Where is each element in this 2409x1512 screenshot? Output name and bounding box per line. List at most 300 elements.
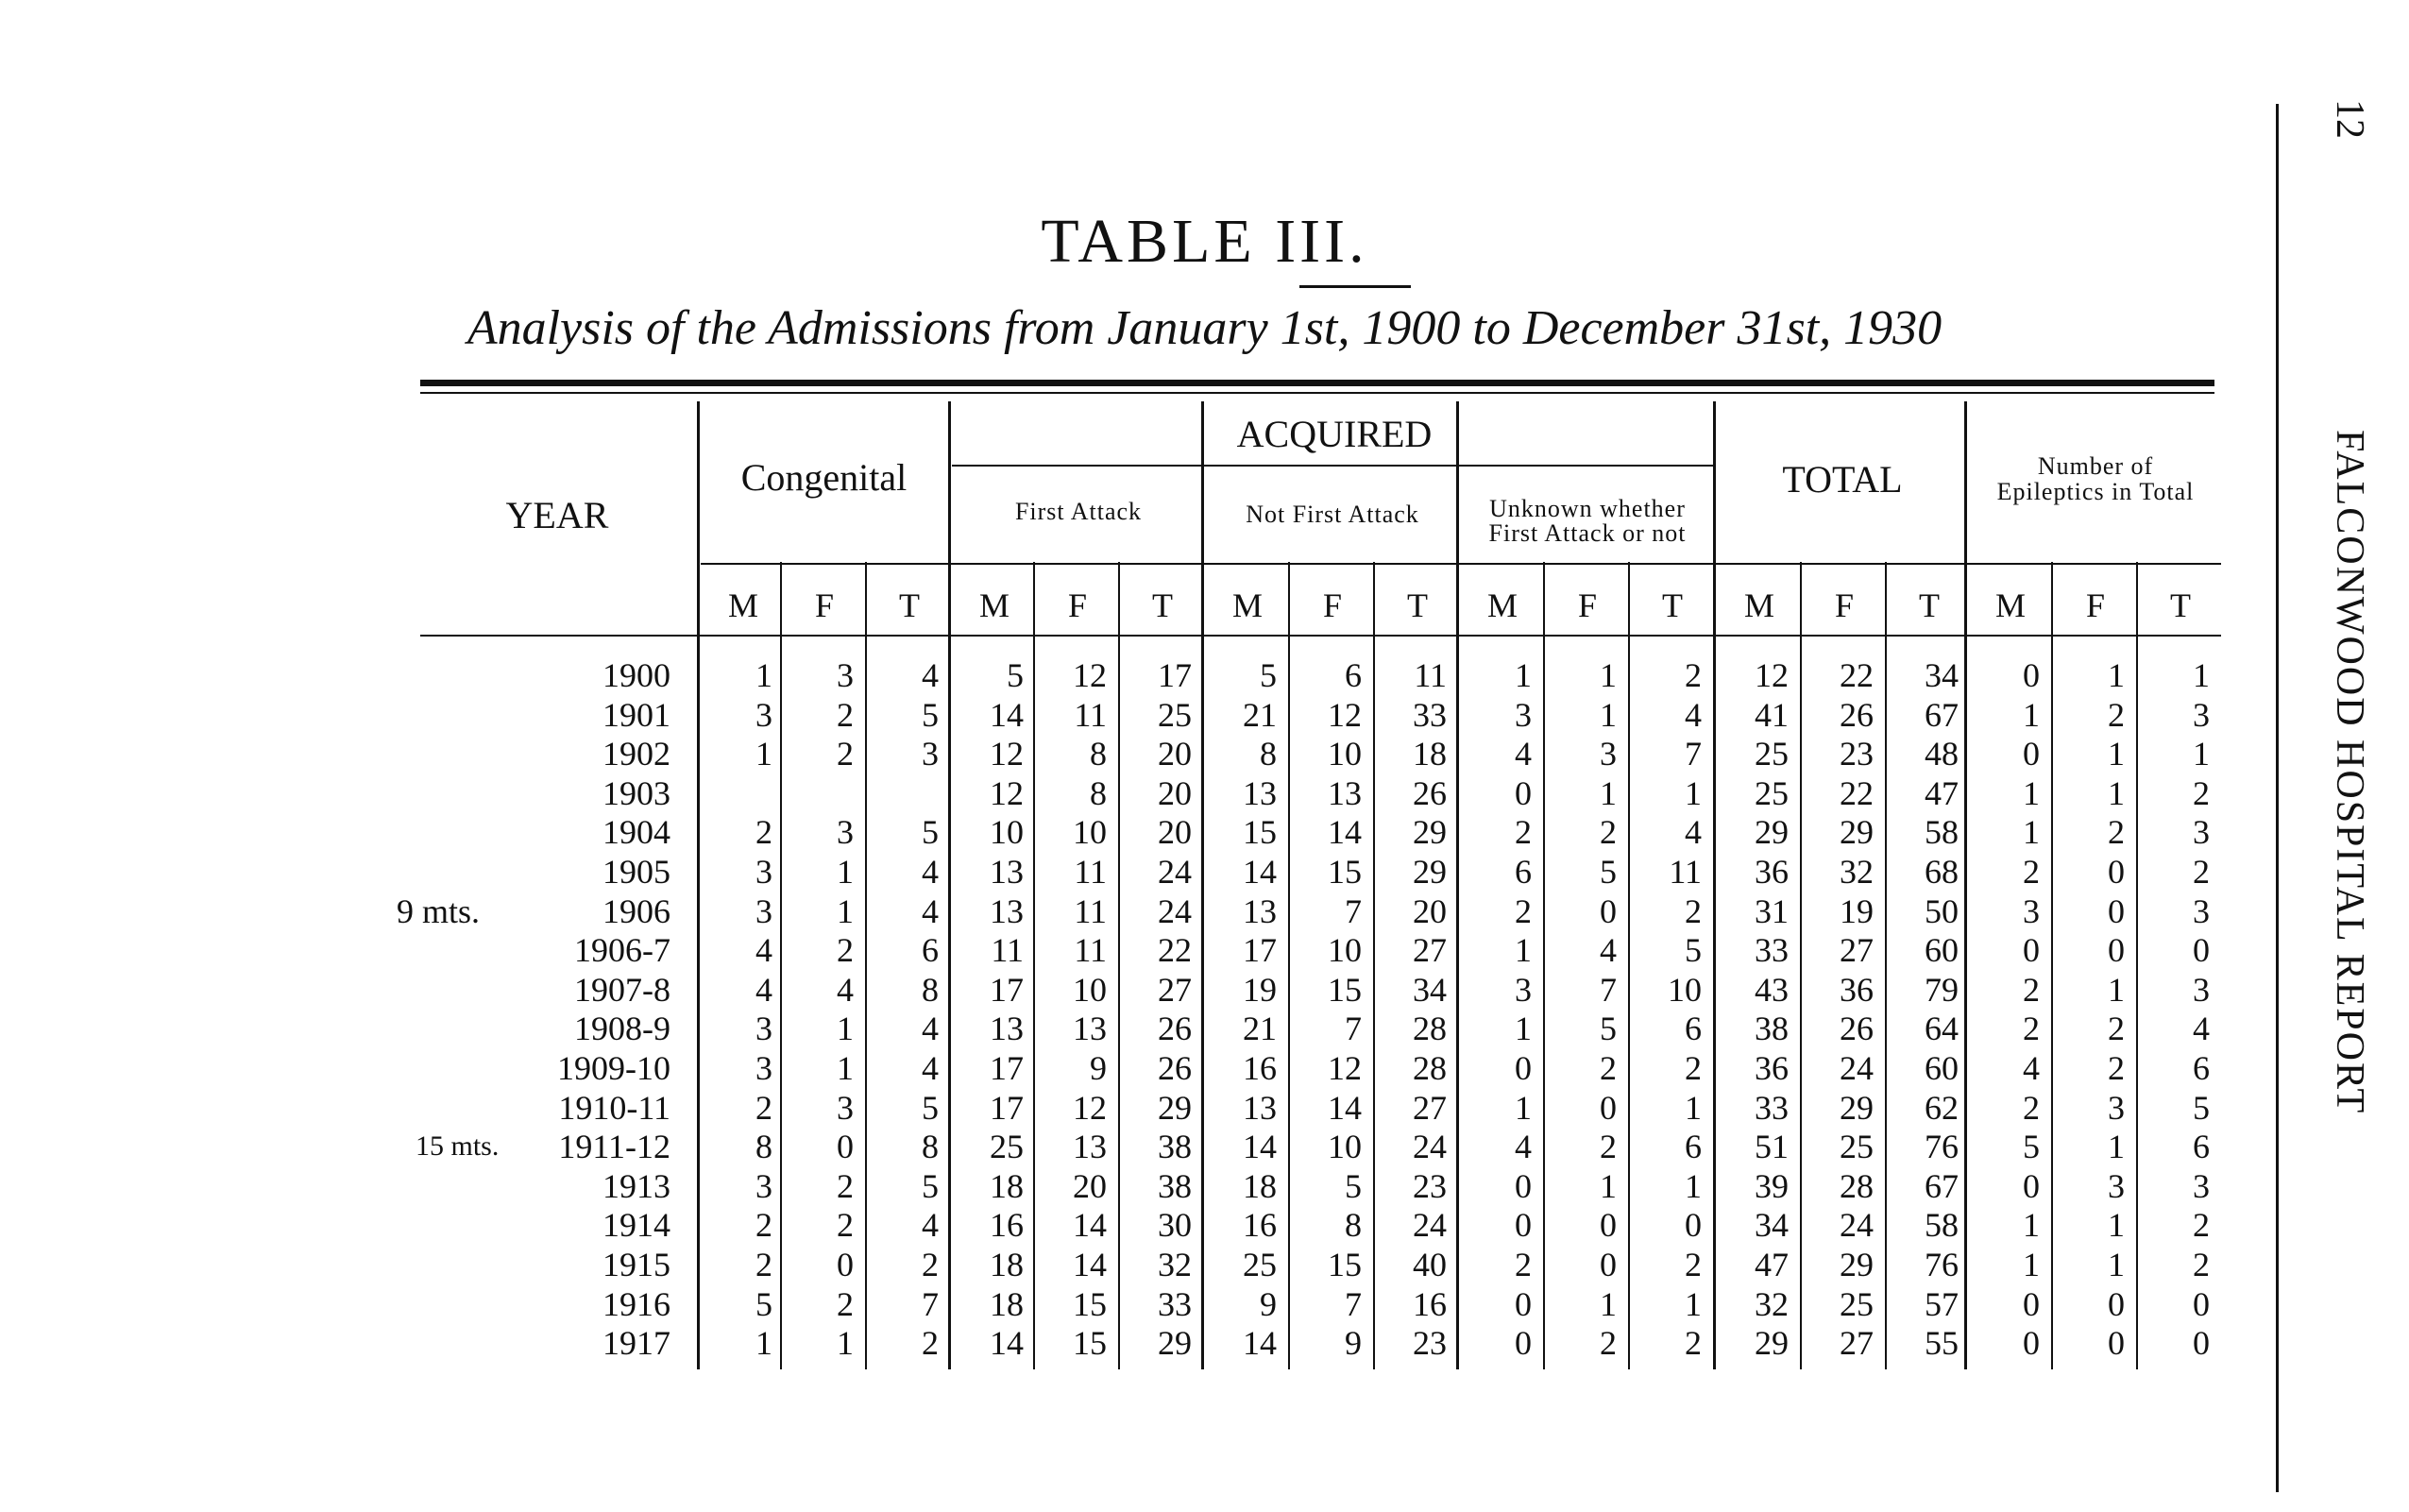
table-cell: 1 — [2108, 1128, 2125, 1165]
table-cell: 27 — [1413, 1089, 1447, 1127]
table-cell: 4 — [922, 853, 939, 891]
table-cell: 8 — [922, 1128, 939, 1165]
table-cell: 0 — [2023, 656, 2040, 694]
year-header: YEAR — [505, 494, 609, 536]
table-cell: 29 — [1413, 853, 1447, 891]
table-cell: 8 — [1090, 774, 1107, 812]
table-cell: 16 — [1243, 1206, 1277, 1244]
table-cell: 14 — [1073, 1206, 1107, 1244]
table-cell: 8 — [755, 1128, 772, 1165]
table-cell: 0 — [2108, 1285, 2125, 1323]
table-cell: 6 — [1345, 656, 1362, 694]
table-cell: 1 — [1515, 1089, 1532, 1127]
table-cell: 21 — [1243, 1010, 1277, 1047]
table-cell: 0 — [1600, 1246, 1617, 1283]
table-cell: 18 — [990, 1167, 1024, 1205]
table-cell: 2 — [755, 1246, 772, 1283]
table-cell: 1 — [2108, 1246, 2125, 1283]
table-cell: 4 — [1515, 1128, 1532, 1165]
table-cell: 1 — [2108, 774, 2125, 812]
table-cell: 0 — [2193, 1324, 2210, 1362]
table-cell: 18 — [990, 1246, 1024, 1283]
column-group-rule — [948, 401, 951, 1369]
table-cell: 0 — [2193, 931, 2210, 969]
header-bottom-rule — [420, 635, 704, 637]
table-cell: 7 — [1345, 1285, 1362, 1323]
table-cell: 5 — [2023, 1128, 2040, 1165]
table-cell: 32 — [1158, 1246, 1192, 1283]
year-cell: 1914 — [602, 1206, 670, 1244]
table-cell: 76 — [1925, 1128, 1959, 1165]
column-rule — [780, 562, 782, 1369]
table-cell: 29 — [1840, 813, 1874, 851]
column-rule — [1543, 562, 1545, 1369]
table-cell: 22 — [1840, 656, 1874, 694]
table-cell: 25 — [1755, 774, 1789, 812]
table-cell: 4 — [922, 1206, 939, 1244]
table-cell: 2 — [1685, 656, 1702, 694]
table-cell: 1 — [2108, 971, 2125, 1009]
total-header: TOTAL — [1782, 458, 1903, 501]
table-cell: 14 — [990, 696, 1024, 734]
table-cell: 6 — [922, 931, 939, 969]
table-cell: 2 — [1600, 1128, 1617, 1165]
table-cell: 24 — [1158, 892, 1192, 930]
column-rule — [1885, 562, 1887, 1369]
congenital-header: Congenital — [740, 456, 908, 499]
year-cell: 1900 — [602, 656, 670, 694]
subheader-cell: F — [1577, 586, 1598, 624]
table-cell: 15 — [1328, 853, 1362, 891]
table-cell: 2 — [1685, 1246, 1702, 1283]
year-cell: 1911-12 — [558, 1128, 670, 1165]
table-cell: 11 — [1074, 931, 1107, 969]
table-cell: 15 — [1243, 813, 1277, 851]
table-cell: 1 — [1515, 931, 1532, 969]
column-group-rule — [1456, 401, 1459, 1369]
table-cell: 18 — [1413, 735, 1447, 773]
table-cell: 4 — [755, 931, 772, 969]
table-cell: 4 — [1685, 813, 1702, 851]
table-cell: 11 — [991, 931, 1024, 969]
table-cell: 24 — [1840, 1206, 1874, 1244]
column-rule — [2051, 562, 2053, 1369]
table-cell: 13 — [1243, 1089, 1277, 1127]
column-rule — [1033, 562, 1035, 1369]
column-rule — [1288, 562, 1290, 1369]
table-cell: 1 — [837, 1010, 854, 1047]
not-first-attack-header: Not First Attack — [1246, 501, 1419, 528]
table-cell: 60 — [1925, 931, 1959, 969]
table-cell: 3 — [837, 1089, 854, 1127]
table-cell: 47 — [1925, 774, 1959, 812]
table-cell: 4 — [922, 892, 939, 930]
table-cell: 13 — [1328, 774, 1362, 812]
table-cell: 2 — [837, 1206, 854, 1244]
table-cell: 38 — [1755, 1010, 1789, 1047]
table-cell: 28 — [1413, 1049, 1447, 1087]
table-cell: 0 — [2108, 853, 2125, 891]
table-cell: 17 — [990, 1089, 1024, 1127]
table-cell: 14 — [990, 1324, 1024, 1362]
table-cell: 3 — [755, 853, 772, 891]
table-cell: 38 — [1158, 1128, 1192, 1165]
table-cell: 67 — [1925, 1167, 1959, 1205]
table-cell: 1 — [2193, 735, 2210, 773]
table-cell: 64 — [1925, 1010, 1959, 1047]
table-cell: 0 — [2023, 1285, 2040, 1323]
table-cell: 33 — [1158, 1285, 1192, 1323]
table-cell: 4 — [922, 656, 939, 694]
table-cell: 0 — [1515, 1285, 1532, 1323]
table-cell: 2 — [1685, 892, 1702, 930]
table-cell: 1 — [2023, 813, 2040, 851]
table-cell: 3 — [2193, 892, 2210, 930]
subheader-cell: M — [727, 586, 758, 624]
table-cell: 25 — [1243, 1246, 1277, 1283]
table-cell: 2 — [2023, 1010, 2040, 1047]
table-cell: 26 — [1840, 696, 1874, 734]
table-cell: 15 — [1328, 971, 1362, 1009]
table-cell: 2 — [922, 1324, 939, 1362]
table-cell: 24 — [1158, 853, 1192, 891]
table-cell: 4 — [922, 1049, 939, 1087]
epileptics-header-line1: Number of — [2037, 452, 2154, 480]
table-cell: 2 — [837, 735, 854, 773]
subheader-cell: T — [2170, 586, 2191, 624]
table-cell: 12 — [1755, 656, 1789, 694]
table-cell: 62 — [1925, 1089, 1959, 1127]
table-cell: 27 — [1413, 931, 1447, 969]
table-cell: 23 — [1413, 1324, 1447, 1362]
table-cell: 1 — [1600, 774, 1617, 812]
table-cell: 2 — [2193, 1246, 2210, 1283]
table-cell: 16 — [1243, 1049, 1277, 1087]
table-cell: 2 — [837, 696, 854, 734]
table-cell: 8 — [1090, 735, 1107, 773]
table-cell: 21 — [1243, 696, 1277, 734]
table-cell: 22 — [1158, 931, 1192, 969]
table-cell: 3 — [2108, 1167, 2125, 1205]
year-cell: 1905 — [602, 853, 670, 891]
page-number: 12 — [2328, 99, 2371, 139]
table-cell: 5 — [1345, 1167, 1362, 1205]
year-cell: 1916 — [602, 1285, 670, 1323]
table-cell: 9 — [1260, 1285, 1277, 1323]
table-cell: 0 — [2023, 735, 2040, 773]
table-title: TABLE III. — [1041, 207, 1368, 276]
table-cell: 1 — [1600, 696, 1617, 734]
table-cell: 13 — [1073, 1128, 1107, 1165]
column-rule — [1118, 562, 1120, 1369]
table-cell: 3 — [2023, 892, 2040, 930]
table-cell: 3 — [922, 735, 939, 773]
table-cell: 4 — [2023, 1049, 2040, 1087]
table-cell: 2 — [2193, 774, 2210, 812]
table-cell: 43 — [1755, 971, 1789, 1009]
table-cell: 1 — [2023, 1246, 2040, 1283]
table-cell: 2 — [837, 931, 854, 969]
table-cell: 2 — [755, 813, 772, 851]
table-cell: 3 — [755, 1167, 772, 1205]
table-cell: 1 — [755, 735, 772, 773]
subheader-cell: M — [1743, 586, 1774, 624]
table-cell: 1 — [837, 1049, 854, 1087]
year-cell: 1903 — [602, 774, 670, 812]
table-cell: 0 — [837, 1128, 854, 1165]
table-cell: 5 — [1685, 931, 1702, 969]
table-cell: 2 — [2023, 853, 2040, 891]
table-cell: 26 — [1158, 1010, 1192, 1047]
table-cell: 5 — [922, 696, 939, 734]
acquired-header: ACQUIRED — [1236, 413, 1433, 455]
subheader-cell: T — [1919, 586, 1940, 624]
subheader-cell: T — [1407, 586, 1428, 624]
table-cell: 38 — [1158, 1167, 1192, 1205]
column-group-rule — [1713, 401, 1716, 1369]
table-cell: 3 — [2108, 1089, 2125, 1127]
table-cell: 27 — [1840, 1324, 1874, 1362]
table-cell: 2 — [837, 1285, 854, 1323]
table-cell: 3 — [1515, 971, 1532, 1009]
unknown-header-line1: Unknown whether — [1489, 495, 1686, 522]
table-cell: 12 — [1073, 1089, 1107, 1127]
year-cell: 1901 — [602, 696, 670, 734]
table-cell: 19 — [1243, 971, 1277, 1009]
table-cell: 13 — [1243, 892, 1277, 930]
table-cell: 3 — [2193, 971, 2210, 1009]
table-cell: 12 — [1328, 696, 1362, 734]
column-rule — [865, 562, 867, 1369]
table-cell: 3 — [1515, 696, 1532, 734]
table-cell: 18 — [990, 1285, 1024, 1323]
table-cell: 2 — [2193, 853, 2210, 891]
table-cell: 0 — [1515, 1324, 1532, 1362]
table-cell: 30 — [1158, 1206, 1192, 1244]
table-subtitle: Analysis of the Admissions from January 1st, 1900 to December 31st, 1930 — [467, 301, 1942, 355]
table-cell: 3 — [755, 892, 772, 930]
table-cell: 10 — [1328, 1128, 1362, 1165]
subheader-cell: T — [1662, 586, 1683, 624]
table-cell: 0 — [2023, 1324, 2040, 1362]
table-cell: 13 — [990, 1010, 1024, 1047]
table-cell: 26 — [1840, 1010, 1874, 1047]
table-cell: 5 — [922, 813, 939, 851]
table-cell: 6 — [2193, 1049, 2210, 1087]
table-cell: 24 — [1413, 1128, 1447, 1165]
table-cell: 3 — [2193, 696, 2210, 734]
table-cell: 14 — [1243, 1128, 1277, 1165]
table-cell: 1 — [1685, 1285, 1702, 1323]
table-cell: 15 — [1073, 1285, 1107, 1323]
table-cell: 2 — [2108, 813, 2125, 851]
subheader-cell: F — [1322, 586, 1343, 624]
acquired-underline — [952, 465, 1713, 467]
table-cell: 0 — [1600, 1089, 1617, 1127]
table-cell: 31 — [1755, 892, 1789, 930]
table-cell: 2 — [755, 1206, 772, 1244]
table-cell: 28 — [1840, 1167, 1874, 1205]
table-cell: 27 — [1840, 931, 1874, 969]
table-cell: 18 — [1243, 1167, 1277, 1205]
table-cell: 76 — [1925, 1246, 1959, 1283]
table-cell: 10 — [1073, 813, 1107, 851]
table-cell: 36 — [1840, 971, 1874, 1009]
table-cell: 13 — [1073, 1010, 1107, 1047]
table-cell: 2 — [2108, 1010, 2125, 1047]
table-cell: 4 — [1515, 735, 1532, 773]
subheader-cell: T — [1152, 586, 1173, 624]
table-cell: 10 — [1073, 971, 1107, 1009]
table-cell: 1 — [755, 1324, 772, 1362]
table-cell: 13 — [990, 853, 1024, 891]
table-cell: 2 — [1685, 1324, 1702, 1362]
table-cell: 4 — [922, 1010, 939, 1047]
table-cell: 0 — [1515, 1206, 1532, 1244]
table-cell: 10 — [1328, 735, 1362, 773]
table-cell: 11 — [1074, 892, 1107, 930]
year-cell: 1917 — [602, 1324, 670, 1362]
top-thin-rule — [420, 392, 2214, 394]
table-cell: 6 — [1515, 853, 1532, 891]
table-cell: 10 — [1328, 931, 1362, 969]
table-cell: 20 — [1158, 774, 1192, 812]
subheader-cell: F — [814, 586, 835, 624]
table-cell: 14 — [1328, 813, 1362, 851]
table-cell: 14 — [1328, 1089, 1362, 1127]
table-cell: 15 — [1328, 1246, 1362, 1283]
table-cell: 19 — [1840, 892, 1874, 930]
table-cell: 0 — [837, 1246, 854, 1283]
side-running-heading: FALCONWOOD HOSPITAL REPORT — [2328, 430, 2371, 1115]
table-cell: 3 — [837, 656, 854, 694]
table-cell: 5 — [1007, 656, 1024, 694]
table-cell: 50 — [1925, 892, 1959, 930]
table-cell: 2 — [755, 1089, 772, 1127]
table-cell: 12 — [1073, 656, 1107, 694]
table-cell: 1 — [1600, 1167, 1617, 1205]
first-attack-header: First Attack — [1014, 498, 1143, 525]
table-cell: 16 — [1413, 1285, 1447, 1323]
table-cell: 2 — [922, 1246, 939, 1283]
table-cell: 16 — [990, 1206, 1024, 1244]
subheader-cell: M — [978, 586, 1009, 624]
unknown-header-line2: First Attack or not — [1488, 519, 1687, 547]
table-cell: 48 — [1925, 735, 1959, 773]
year-cell: 1906-7 — [574, 931, 670, 969]
table-cell: 60 — [1925, 1049, 1959, 1087]
table-cell: 6 — [2193, 1128, 2210, 1165]
table-cell: 47 — [1755, 1246, 1789, 1283]
table-cell: 3 — [2193, 813, 2210, 851]
table-cell: 17 — [990, 971, 1024, 1009]
table-cell: 51 — [1755, 1128, 1789, 1165]
column-group-rule — [697, 401, 700, 1369]
table-cell: 36 — [1755, 1049, 1789, 1087]
table-cell: 1 — [2023, 696, 2040, 734]
subheader-cell: F — [1067, 586, 1088, 624]
table-cell: 0 — [1515, 1049, 1532, 1087]
table-cell: 68 — [1925, 853, 1959, 891]
table-cell: 6 — [1685, 1128, 1702, 1165]
table-cell: 2 — [837, 1167, 854, 1205]
table-cell: 34 — [1413, 971, 1447, 1009]
table-cell: 5 — [1600, 1010, 1617, 1047]
column-group-rule — [1201, 401, 1204, 1369]
table-cell: 11 — [1074, 853, 1107, 891]
table-cell: 25 — [990, 1128, 1024, 1165]
year-cell: 1908-9 — [574, 1010, 670, 1047]
table-cell: 0 — [2108, 1324, 2125, 1362]
table-cell: 13 — [1243, 774, 1277, 812]
table-cell: 0 — [1600, 1206, 1617, 1244]
table-cell: 14 — [1243, 853, 1277, 891]
year-cell: 1902 — [602, 735, 670, 773]
table-cell: 33 — [1755, 1089, 1789, 1127]
table-cell: 0 — [1515, 774, 1532, 812]
year-cell: 1913 — [602, 1167, 670, 1205]
table-cell: 3 — [755, 696, 772, 734]
column-rule — [1373, 562, 1375, 1369]
table-cell: 1 — [2023, 774, 2040, 812]
table-cell: 8 — [1345, 1206, 1362, 1244]
table-cell: 20 — [1158, 813, 1192, 851]
table-cell: 0 — [2023, 931, 2040, 969]
table-cell: 3 — [2193, 1167, 2210, 1205]
table-cell: 67 — [1925, 696, 1959, 734]
table-cell: 11 — [1414, 656, 1447, 694]
table-cell: 29 — [1840, 1246, 1874, 1283]
subheader-cell: F — [1834, 586, 1855, 624]
table-cell: 29 — [1158, 1324, 1192, 1362]
table-cell: 7 — [1345, 1010, 1362, 1047]
table-cell: 2 — [2108, 1049, 2125, 1087]
table-cell: 20 — [1413, 892, 1447, 930]
title-underline — [1299, 285, 1411, 288]
table-cell: 8 — [922, 971, 939, 1009]
table-cell: 29 — [1755, 813, 1789, 851]
table-cell: 14 — [1073, 1246, 1107, 1283]
year-note: 9 mts. — [397, 892, 481, 930]
table-cell: 25 — [1755, 735, 1789, 773]
table-cell: 5 — [1600, 853, 1617, 891]
table-cell: 41 — [1755, 696, 1789, 734]
table-cell: 12 — [1328, 1049, 1362, 1087]
subheader-cell: T — [899, 586, 920, 624]
column-group-rule — [1964, 401, 1967, 1369]
header-bottom-rule — [701, 635, 2221, 637]
table-cell: 5 — [922, 1167, 939, 1205]
table-cell: 20 — [1073, 1167, 1107, 1205]
table-cell: 2 — [1600, 1049, 1617, 1087]
table-cell: 5 — [2193, 1089, 2210, 1127]
table-cell: 4 — [837, 971, 854, 1009]
table-cell: 57 — [1925, 1285, 1959, 1323]
table-cell: 20 — [1158, 735, 1192, 773]
table-cell: 28 — [1413, 1010, 1447, 1047]
table-cell: 1 — [1600, 656, 1617, 694]
table-cell: 4 — [1685, 696, 1702, 734]
table-cell: 2 — [1685, 1049, 1702, 1087]
table-cell: 0 — [2108, 892, 2125, 930]
year-note: 15 mts. — [416, 1130, 500, 1162]
table-cell: 27 — [1158, 971, 1192, 1009]
table-cell: 29 — [1840, 1089, 1874, 1127]
table-cell: 39 — [1755, 1167, 1789, 1205]
table-cell: 1 — [2193, 656, 2210, 694]
table-cell: 9 — [1345, 1324, 1362, 1362]
table-cell: 25 — [1158, 696, 1192, 734]
